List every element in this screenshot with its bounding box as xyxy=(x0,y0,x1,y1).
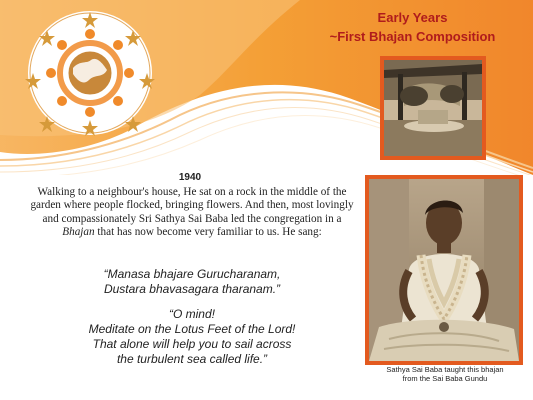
caption-line-2: from the Sai Baba Gundu xyxy=(402,374,488,383)
photo-caption xyxy=(360,365,530,383)
bhajan-verse-translation xyxy=(40,307,344,367)
photo-frame-top xyxy=(380,56,486,160)
title-line-1: Early Years xyxy=(377,10,448,25)
caption-line-1: Sathya Sai Baba taught this bhajan xyxy=(386,365,504,374)
verse2-line-2: Meditate on the Lotus Feet of the Lord! xyxy=(88,322,296,336)
verse2-line-4: the turbulent sea called life.” xyxy=(116,352,268,366)
story-text-part-1: Walking to a neighbour's house, He sat on a rock in the middle of the garden where people flocked, bringing flowers. And then, most lovingly and compassionately Sri Sathya Sai Baba led the congregation in a xyxy=(30,186,354,225)
story-text-italic-bhajan: Bhajan xyxy=(62,226,95,239)
photo-frame-main xyxy=(365,175,523,365)
vintage-garden-photo-icon xyxy=(384,60,482,156)
verse2-line-1: “O mind! xyxy=(168,307,215,321)
story-paragraph xyxy=(28,186,356,240)
title-line-2: ~First Bhajan Composition xyxy=(329,29,496,44)
verse1-line-2: Dustara bhavasagara tharanam.” xyxy=(103,282,281,296)
story-text-part-2: that has now become very familiar to us. He sang: xyxy=(94,226,322,239)
sathya-sai-globe-emblem-icon xyxy=(25,8,155,138)
year-heading: 1940 xyxy=(178,172,202,183)
slide-title xyxy=(300,8,525,46)
portrait-photo-young-baba-icon xyxy=(369,179,519,361)
verse2-line-3: That alone will help you to sail across xyxy=(92,337,292,351)
bhajan-verse-sanskrit xyxy=(40,267,344,297)
verse1-line-1: “Manasa bhajare Gurucharanam, xyxy=(103,267,281,281)
